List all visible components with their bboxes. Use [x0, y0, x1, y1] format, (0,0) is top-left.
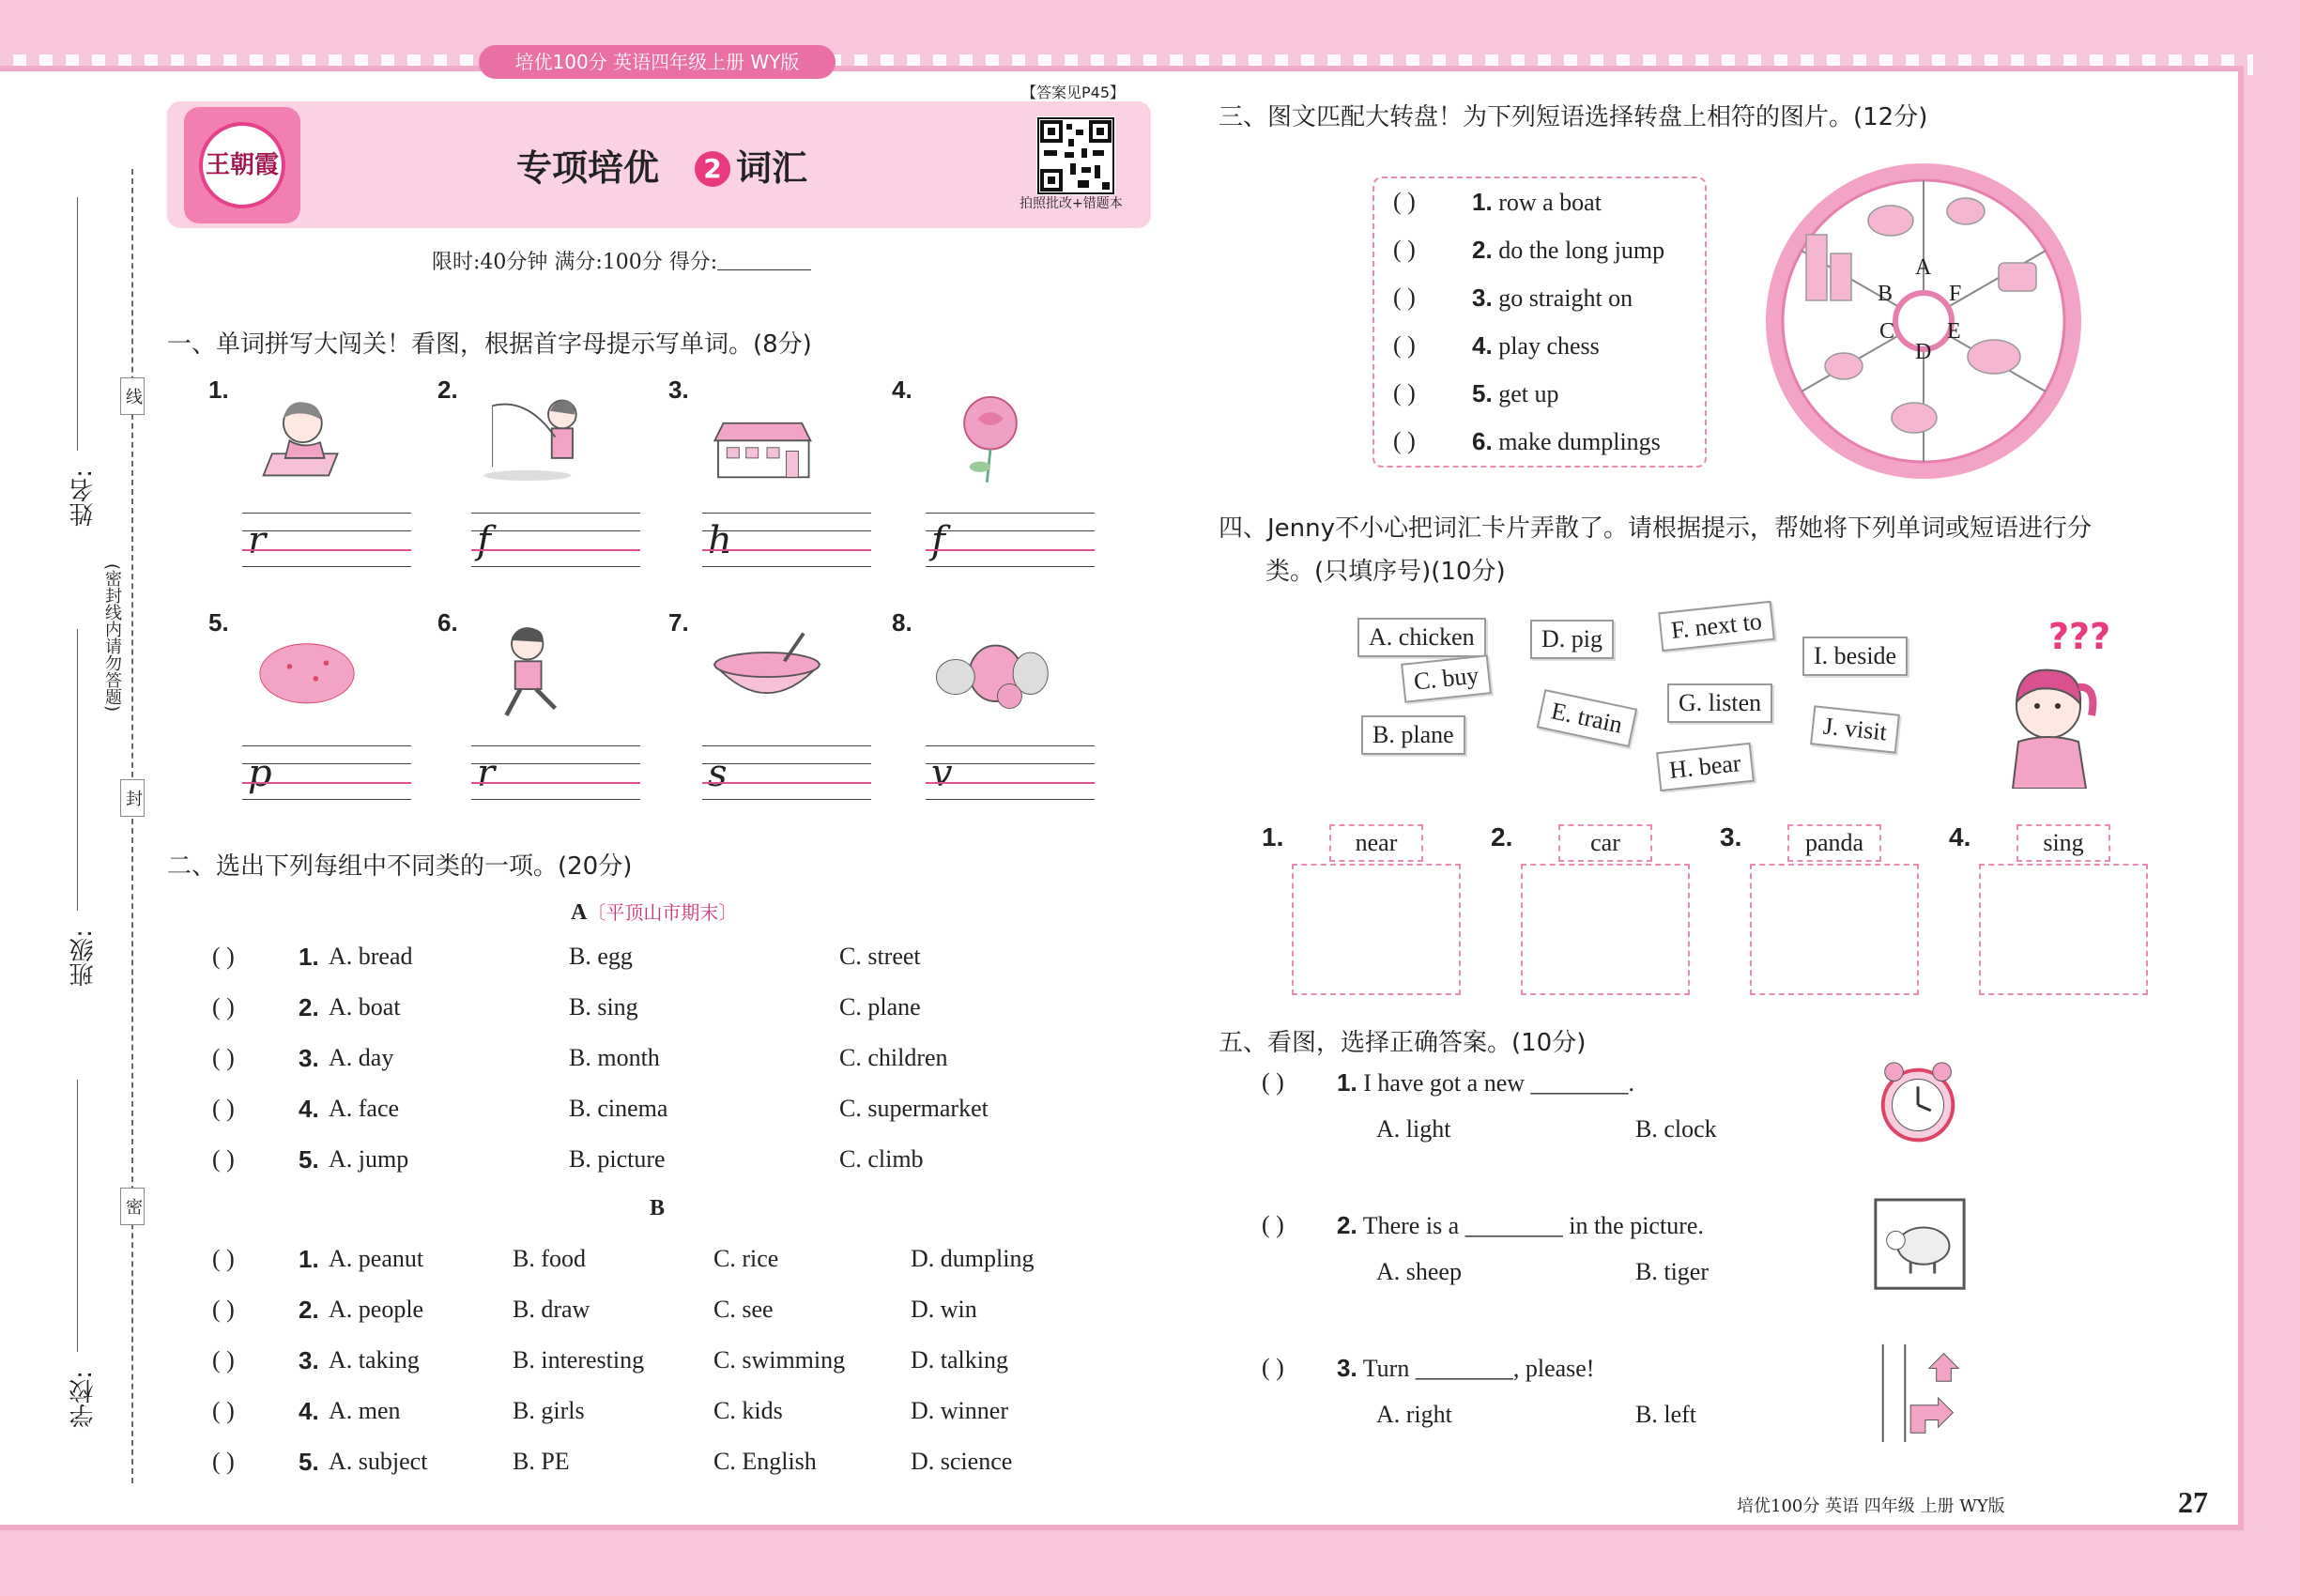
- group-a-letter: A: [571, 900, 588, 925]
- word-card[interactable]: F. next to: [1658, 601, 1775, 652]
- word-card[interactable]: I. beside: [1802, 637, 1908, 676]
- sort-category-word: sing: [2016, 824, 2110, 862]
- wheel-letter: F: [1949, 282, 1962, 306]
- option-a: A. sheep: [1376, 1258, 1462, 1285]
- first-letter-hint: f: [931, 519, 945, 562]
- group-b-label: B: [650, 1196, 666, 1220]
- question-number: 6.: [437, 608, 458, 637]
- qnum: 2.: [299, 1296, 319, 1324]
- writing-lines[interactable]: [242, 745, 411, 800]
- question-number: [299, 1145, 319, 1174]
- writing-lines[interactable]: [702, 513, 871, 567]
- answer-bracket[interactable]: ( ): [212, 1145, 235, 1173]
- option-d: D. talking: [911, 1346, 1008, 1373]
- option-b: B. girls: [513, 1397, 585, 1424]
- writing-lines[interactable]: [471, 513, 640, 567]
- wheel-letter: E: [1947, 319, 1961, 344]
- picture-question: [668, 376, 866, 601]
- class-label: 班级:: [69, 929, 98, 987]
- page-title: [516, 139, 807, 191]
- word-card[interactable]: J. visit: [1810, 705, 1900, 753]
- option-a: A. jump: [329, 1145, 409, 1173]
- writing-lines[interactable]: [242, 513, 411, 567]
- sort-answer-box[interactable]: [1750, 864, 1919, 995]
- qnum: 5.: [299, 1448, 319, 1476]
- answer-bracket[interactable]: ( ): [212, 1044, 235, 1071]
- question-number: 2.: [437, 376, 458, 404]
- word-card[interactable]: E. train: [1537, 689, 1637, 747]
- answer-bracket[interactable]: ( ): [212, 1296, 235, 1323]
- qnum: 5.: [1472, 379, 1493, 407]
- option-c: C. see: [713, 1296, 774, 1323]
- question-number: 7.: [668, 608, 689, 637]
- qnum: 3.: [1337, 1354, 1357, 1382]
- stem-text: Turn ________, please!: [1362, 1355, 1595, 1382]
- qnum: 4.: [299, 1397, 319, 1425]
- sort-answer-box[interactable]: [1292, 864, 1461, 995]
- option-b: B. egg: [569, 943, 633, 970]
- answer-bracket[interactable]: ( ): [1393, 188, 1416, 215]
- picture-question: [437, 608, 635, 834]
- phrase-item: [1472, 379, 1558, 408]
- logo-text: 王朝霞: [199, 122, 285, 208]
- option-c: C. children: [839, 1044, 948, 1071]
- option-c: C. climb: [839, 1145, 924, 1173]
- first-letter-hint: r: [248, 519, 267, 562]
- part4-title-line1: 四、Jenny不小心把词汇卡片弄散了。请根据提示，帮她将下列单词或短语进行分: [1219, 514, 2093, 543]
- option-b: B. sing: [569, 993, 638, 1021]
- name-label: 姓名:: [69, 469, 98, 527]
- phrase-text: make dumplings: [1498, 428, 1661, 455]
- turn-sign-icon: [1868, 1341, 1971, 1444]
- option-b: B. picture: [569, 1145, 666, 1173]
- phrase-item: [1472, 427, 1661, 456]
- question-number: [299, 993, 319, 1022]
- question-number: 3.: [668, 376, 689, 404]
- question-number: 8.: [892, 608, 912, 637]
- limits-text: 限时:40分钟 满分:100分 得分:: [432, 251, 718, 274]
- part4-title-line2: 类。(只填序号)(10分): [1265, 558, 1506, 586]
- option-d: D. winner: [911, 1397, 1008, 1424]
- phrase-text: get up: [1498, 380, 1559, 407]
- group-a-source: 〔平顶山市期末〕: [587, 901, 738, 924]
- answer-bracket[interactable]: ( ): [1262, 1354, 1284, 1381]
- answer-reference: 【答案见P45】: [1021, 84, 1126, 101]
- option-b: B. tiger: [1635, 1258, 1709, 1285]
- question-number: [299, 1296, 319, 1325]
- wheel-letter: D: [1915, 340, 1932, 364]
- option-b: B. PE: [513, 1448, 570, 1475]
- phrase-text: play chess: [1498, 332, 1600, 360]
- qr-code-icon[interactable]: [1036, 116, 1115, 195]
- name-blank[interactable]: [77, 197, 78, 451]
- qnum: 1.: [1472, 188, 1493, 216]
- part3-title: 三、图文匹配大转盘！为下列短语选择转盘上相符的图片。(12分): [1219, 103, 1928, 131]
- writing-lines[interactable]: [702, 745, 871, 800]
- qnum: 6.: [1472, 427, 1493, 455]
- question-stem: [1337, 1068, 1634, 1097]
- answer-bracket[interactable]: ( ): [212, 993, 235, 1021]
- sort-category-word: car: [1558, 824, 1652, 862]
- qnum: 3.: [1472, 284, 1493, 312]
- picture-question: [892, 376, 1089, 601]
- option-d: D. science: [911, 1448, 1013, 1475]
- option-b: B. food: [513, 1245, 586, 1272]
- question-number: [299, 1044, 319, 1073]
- phrase-text: do the long jump: [1498, 237, 1665, 264]
- boy-running-icon: [475, 620, 597, 723]
- school-label: 学校:: [69, 1371, 98, 1428]
- soup-bowl-icon: [706, 620, 828, 723]
- sort-category-word: panda: [1787, 824, 1881, 862]
- sort-answer-box[interactable]: [1979, 864, 2148, 995]
- picture-question: [208, 608, 406, 834]
- sheep-icon: [1868, 1198, 1971, 1301]
- part5-title: 五、看图，选择正确答案。(10分): [1219, 1029, 1587, 1057]
- page-number: 27: [2178, 1485, 2208, 1519]
- first-letter-hint: h: [708, 519, 732, 562]
- word-card[interactable]: C. buy: [1401, 654, 1492, 703]
- phrase-item: [1472, 331, 1600, 361]
- sort-number: 1.: [1262, 822, 1284, 852]
- sort-answer-box[interactable]: [1521, 864, 1690, 995]
- answer-bracket[interactable]: ( ): [1393, 427, 1416, 454]
- writing-lines[interactable]: [926, 513, 1095, 567]
- boy-fishing-icon: [475, 387, 597, 490]
- footer-text: 培优100分 英语 四年级 上册 WY版: [1737, 1496, 2005, 1516]
- phrase-item: [1472, 236, 1664, 265]
- word-card[interactable]: G. listen: [1667, 683, 1772, 723]
- title-text: 专项培优: [516, 147, 660, 189]
- question-marks: ???: [2048, 616, 2111, 657]
- answer-bracket[interactable]: ( ): [1262, 1211, 1284, 1238]
- question-stem: [1337, 1354, 1594, 1383]
- house-icon: [706, 387, 828, 490]
- answer-bracket[interactable]: ( ): [212, 943, 235, 970]
- option-b: B. interesting: [513, 1346, 645, 1373]
- group-a-label: [571, 898, 737, 926]
- title-topic: 词汇: [736, 147, 808, 189]
- answer-bracket[interactable]: ( ): [1262, 1068, 1284, 1096]
- question-number: [299, 1346, 319, 1375]
- answer-bracket[interactable]: ( ): [1393, 379, 1416, 407]
- option-c: C. rice: [713, 1245, 779, 1272]
- first-letter-hint: f: [477, 519, 491, 562]
- option-a: A. peanut: [329, 1245, 424, 1272]
- phrase-item: [1472, 188, 1602, 217]
- question-number: [299, 1095, 319, 1124]
- option-d: D. dumpling: [911, 1245, 1035, 1272]
- rose-flower-icon: [929, 387, 1051, 490]
- answer-bracket[interactable]: ( ): [212, 1245, 235, 1272]
- seal-dashed-line: [131, 169, 133, 1483]
- picture-question: [668, 608, 866, 834]
- option-d: D. win: [911, 1296, 977, 1323]
- title-number-badge: 2: [695, 151, 730, 187]
- question-number: [299, 1245, 319, 1274]
- answer-bracket[interactable]: ( ): [212, 1346, 235, 1373]
- option-a: A. boat: [329, 993, 401, 1021]
- seal-note: (密封线内请勿答题): [102, 563, 122, 713]
- exam-limits: [432, 246, 811, 275]
- first-letter-hint: p: [248, 752, 272, 795]
- first-letter-hint: v: [931, 752, 953, 795]
- question-number: [299, 1448, 319, 1477]
- option-c: C. plane: [839, 993, 921, 1021]
- option-b: B. cinema: [569, 1095, 668, 1122]
- picture-question: [892, 608, 1089, 834]
- option-a: A. subject: [329, 1448, 428, 1475]
- class-blank[interactable]: [77, 629, 78, 911]
- stem-text: There is a ________ in the picture.: [1362, 1212, 1704, 1239]
- option-a: A. right: [1376, 1401, 1452, 1428]
- writing-lines[interactable]: [471, 745, 640, 800]
- qnum: 2.: [299, 993, 319, 1021]
- option-c: C. swimming: [713, 1346, 846, 1373]
- option-c: C. kids: [713, 1397, 783, 1424]
- qnum: 2.: [1337, 1211, 1357, 1239]
- option-c: C. English: [713, 1448, 817, 1475]
- sort-category-word: near: [1329, 824, 1423, 862]
- qnum: 3.: [299, 1044, 319, 1072]
- qnum: 3.: [299, 1346, 319, 1374]
- question-number: [299, 1397, 319, 1426]
- option-b: B. left: [1635, 1401, 1696, 1428]
- answer-bracket[interactable]: ( ): [212, 1095, 235, 1122]
- word-card[interactable]: H. bear: [1656, 743, 1754, 791]
- option-b: B. draw: [513, 1296, 590, 1323]
- qnum: 2.: [1472, 236, 1493, 264]
- binding-margin: [56, 169, 150, 1483]
- qnum: 5.: [299, 1145, 319, 1174]
- option-a: A. taking: [329, 1346, 420, 1373]
- part1-title: 一、单词拼写大闯关！看图，根据首字母提示写单词。(8分): [167, 330, 812, 359]
- qr-caption: 拍照批改+错题本: [1020, 196, 1123, 211]
- seal-mark-line: 线: [120, 377, 145, 415]
- phrase-list-box: [1372, 176, 1707, 468]
- answer-bracket[interactable]: ( ): [212, 1397, 235, 1424]
- option-b: B. month: [569, 1044, 660, 1071]
- writing-lines[interactable]: [926, 745, 1095, 800]
- phrase-item: [1472, 284, 1633, 313]
- option-c: C. supermarket: [839, 1095, 989, 1122]
- stem-text: I have got a new ________.: [1363, 1069, 1635, 1097]
- answer-bracket[interactable]: ( ): [212, 1448, 235, 1475]
- question-stem: [1337, 1211, 1704, 1240]
- qnum: 1.: [299, 943, 319, 971]
- seal-mark-close: 密: [120, 1188, 145, 1225]
- girl-thinking-icon: [2000, 648, 2112, 789]
- sort-number: 2.: [1491, 822, 1513, 852]
- school-blank[interactable]: [77, 1080, 78, 1352]
- qnum: 1.: [1337, 1068, 1357, 1097]
- picture-question: [437, 376, 635, 601]
- sort-number: 3.: [1720, 822, 1742, 852]
- alarm-clock-icon: [1868, 1055, 1971, 1159]
- question-number: 5.: [208, 608, 229, 637]
- answer-bracket[interactable]: ( ): [1393, 236, 1416, 263]
- series-tag: 培优100分 英语四年级上册 WY版: [479, 45, 836, 79]
- score-blank[interactable]: [717, 252, 811, 270]
- question-number: 1.: [208, 376, 229, 404]
- word-card[interactable]: D. pig: [1530, 620, 1614, 659]
- answer-bracket[interactable]: ( ): [1393, 284, 1416, 311]
- wheel-letter: C: [1879, 319, 1895, 344]
- picture-wheel: [1759, 160, 2088, 483]
- boy-reading-icon: [246, 387, 368, 490]
- brand-logo: [184, 107, 300, 223]
- phrase-text: go straight on: [1498, 284, 1633, 312]
- word-card[interactable]: A. chicken: [1357, 618, 1486, 657]
- first-letter-hint: r: [477, 752, 496, 795]
- qnum: 4.: [299, 1095, 319, 1123]
- option-a: A. bread: [329, 943, 413, 970]
- first-letter-hint: s: [708, 752, 728, 795]
- wheel-letter: B: [1878, 282, 1894, 306]
- option-a: A. men: [329, 1397, 401, 1424]
- part2-title: 二、选出下列每组中不同类的一项。(20分): [167, 852, 633, 881]
- question-number: 4.: [892, 376, 912, 404]
- phrase-text: row a boat: [1498, 189, 1602, 216]
- wheel-letter: A: [1915, 255, 1932, 280]
- option-a: A. day: [329, 1044, 394, 1071]
- option-a: A. people: [329, 1296, 424, 1323]
- option-a: A. light: [1376, 1115, 1451, 1143]
- answer-bracket[interactable]: ( ): [1393, 331, 1416, 359]
- sort-number: 4.: [1949, 822, 1971, 852]
- qnum: 4.: [1472, 331, 1493, 360]
- qnum: 1.: [299, 1245, 319, 1273]
- option-c: C. street: [839, 943, 921, 970]
- option-b: B. clock: [1635, 1115, 1717, 1143]
- potato-icon: [246, 620, 368, 723]
- seal-mark-seal: 封: [120, 779, 145, 817]
- vegetables-icon: [929, 620, 1051, 723]
- picture-question: [208, 376, 406, 601]
- option-a: A. face: [329, 1095, 400, 1122]
- question-number: [299, 943, 319, 972]
- word-card[interactable]: B. plane: [1361, 715, 1465, 755]
